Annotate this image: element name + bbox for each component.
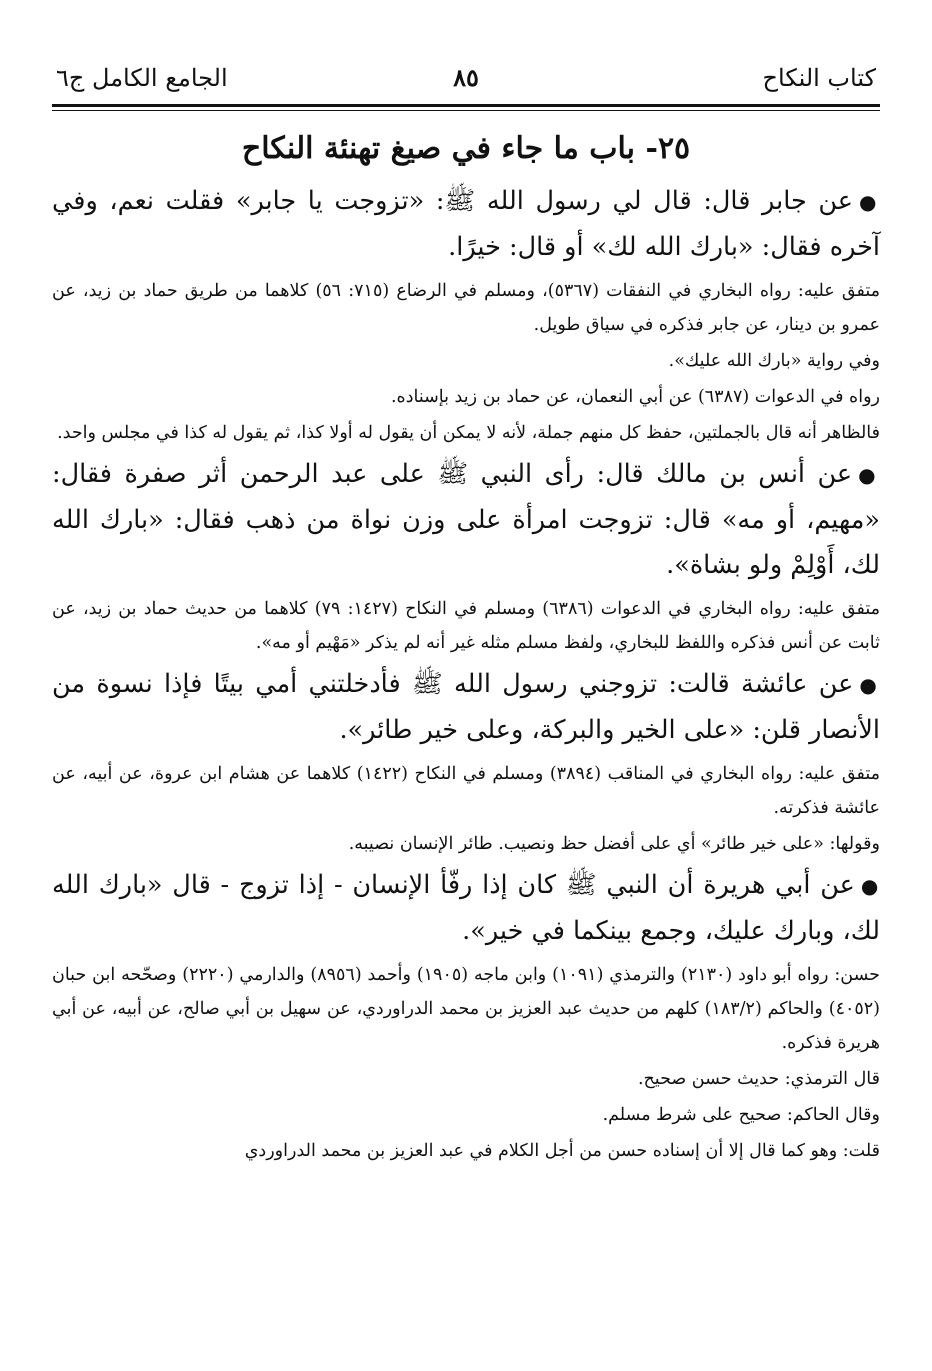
book-section-title: كتاب النكاح (762, 64, 876, 92)
takhrij-note: متفق عليه: رواه البخاري في النفقات (٥٣٦٧)، ومسلم في الرضاع (٧١٥: ٥٦) كلاهما من طريق حماد بن زيد، عن عمرو بن دينار، عن جابر فذكره في سياق طويل. (52, 281, 880, 335)
bullet-icon: ● (859, 190, 881, 214)
hadith-body: عن جابر قال: قال لي رسول الله ﷺ: «تزوجت يا جابر» فقلت نعم، وفي آخره فقال: «بارك الله لك» أو قال: خيرًا. (52, 186, 880, 262)
bullet-icon: ● (858, 463, 880, 487)
takhrij-note: رواه في الدعوات (٦٣٨٧) عن أبي النعمان، عن حماد بن زيد بإسناده. (390, 387, 880, 407)
hadith-text (52, 179, 880, 270)
page-content (52, 179, 880, 1168)
hadith-text (52, 662, 880, 753)
takhrij-note: فالظاهر أنه قال بالجملتين، حفظ كل منهم جملة، لأنه لا يمكن أن يقول له أولا كذا، ثم يقول له كذا في مجلس واحد. (57, 423, 880, 443)
takhrij-note: قلت: وهو كما قال إلا أن إسناده حسن من أجل الكلام في عبد العزيز بن محمد الدراوردي (244, 1141, 880, 1161)
book-title-volume: الجامع الكامل ج٦ (56, 64, 228, 92)
takhrij-note: حسن: رواه أبو داود (٢١٣٠) والترمذي (١٠٩١) وابن ماجه (١٩٠٥) وأحمد (٨٩٥٦) والدارمي (٢٢٢٠) وصحّحه ابن حبان (٤٠٥٢) والحاكم (١٨٣/٢) كلهم من حديث عبد العزيز بن محمد الدراوردي، عن سهيل بن أبي صالح، عن أبيه، عن أبي هريرة فذكره. (52, 965, 880, 1053)
takhrij-note: وقال الحاكم: صحيح على شرط مسلم. (602, 1105, 880, 1125)
running-head (52, 52, 880, 102)
page-number: ٨٥ (453, 63, 479, 92)
hadith-body: عن عائشة قالت: تزوجني رسول الله ﷺ فأدخلتني أمي بيتًا فإذا نسوة من الأنصار قلن: «على الخير والبركة، وعلى خير طائر». (52, 669, 880, 745)
takhrij-note: وفي رواية «بارك الله عليك». (668, 351, 880, 371)
hadith-body: عن أبي هريرة أن النبي ﷺ كان إذا رفّأ الإنسان - إذا تزوج - قال «بارك الله لك، وبارك عليك، وجمع بينكما في خير». (52, 870, 880, 946)
takhrij-note: متفق عليه: رواه البخاري في المناقب (٣٨٩٤) ومسلم في النكاح (١٤٢٢) كلاهما عن هشام ابن عروة، عن أبيه، عن عائشة فذكرته. (52, 764, 880, 818)
header-rule-thin (52, 110, 880, 111)
chapter-title: ٢٥- باب ما جاء في صيغ تهنئة النكاح (241, 131, 691, 166)
takhrij-note: وقولها: «على خير طائر» أي على أفضل حظ ونصيب. طائر الإنسان نصيبه. (348, 834, 880, 854)
hadith-text (52, 452, 880, 588)
takhrij-note: متفق عليه: رواه البخاري في الدعوات (٦٣٨٦) ومسلم في النكاح (١٤٢٧: ٧٩) كلاهما من حديث حماد بن زيد، عن ثابت عن أنس فذكره واللفظ للبخاري، ولفظ مسلم مثله غير أنه لم يذكر «مَهْيم أو مه». (52, 599, 880, 653)
bullet-icon: ● (859, 673, 880, 697)
header-rule-thick (52, 104, 880, 107)
hadith-text (52, 863, 880, 954)
takhrij-note: قال الترمذي: حديث حسن صحيح. (637, 1069, 880, 1089)
bullet-icon: ● (860, 874, 880, 898)
hadith-body: عن أنس بن مالك قال: رأى النبي ﷺ على عبد الرحمن أثر صفرة فقال: «مهيم، أو مه» قال: تزوجت امرأة على وزن نواة من ذهب فقال: «بارك الله لك، أَوْلِمْ ولو بشاة». (52, 459, 880, 580)
